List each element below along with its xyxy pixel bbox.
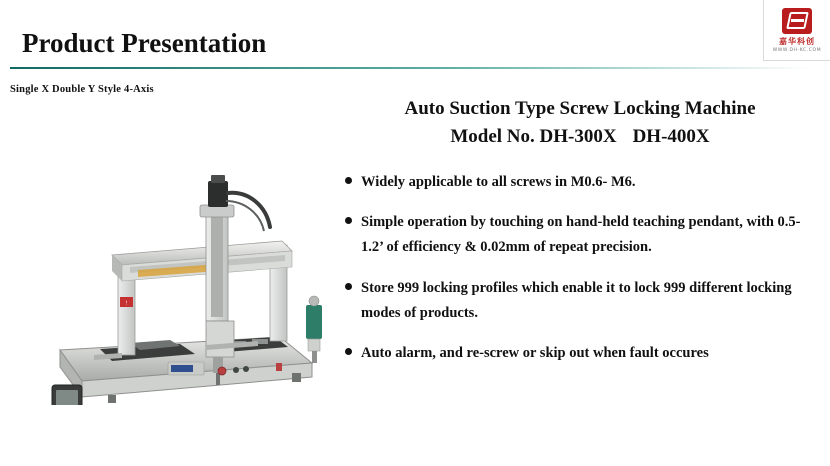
feature-text: Simple operation by touching on hand-held teaching pendant, with 0.5-1.2’ of efficiency & 0.02mm of repeat precision.	[361, 213, 801, 256]
bullet-dot-icon	[345, 348, 352, 355]
svg-text:!: !	[125, 300, 128, 307]
feature-bullet-list	[345, 170, 815, 367]
product-model-line	[345, 126, 815, 148]
list-item	[345, 170, 815, 195]
page-title: Product Presentation	[22, 28, 267, 58]
list-item	[345, 341, 815, 366]
machine-style-caption: Single X Double Y Style 4-Axis	[10, 84, 154, 95]
feature-text: Auto alarm, and re-screw or skip out when fault occures	[361, 345, 709, 362]
feature-text: Store 999 locking profiles which enable it to lock 999 different locking modes of products.	[361, 279, 792, 321]
bullet-dot-icon	[345, 217, 352, 224]
list-item	[345, 210, 815, 261]
machine-illustration-svg	[30, 105, 330, 405]
company-logo-mark-icon	[782, 8, 812, 34]
product-heading: Auto Suction Type Screw Locking Machine	[404, 98, 756, 119]
company-logo-url-text: WWW.DH-KC.COM	[772, 47, 822, 53]
title-divider	[10, 67, 810, 69]
model-number-secondary: DH-400X	[632, 125, 710, 147]
company-logo-chinese-text: 嘉华科创	[779, 36, 815, 46]
feature-text: Widely applicable to all screws in M0.6- M6.	[361, 173, 636, 190]
company-logo	[763, 0, 830, 61]
model-number-primary: Model No. DH-300X	[450, 125, 617, 147]
screw-locking-machine-photo	[30, 105, 330, 405]
product-info-panel	[345, 95, 815, 382]
list-item	[345, 276, 815, 327]
bullet-dot-icon	[345, 177, 352, 184]
bullet-dot-icon	[345, 283, 352, 290]
